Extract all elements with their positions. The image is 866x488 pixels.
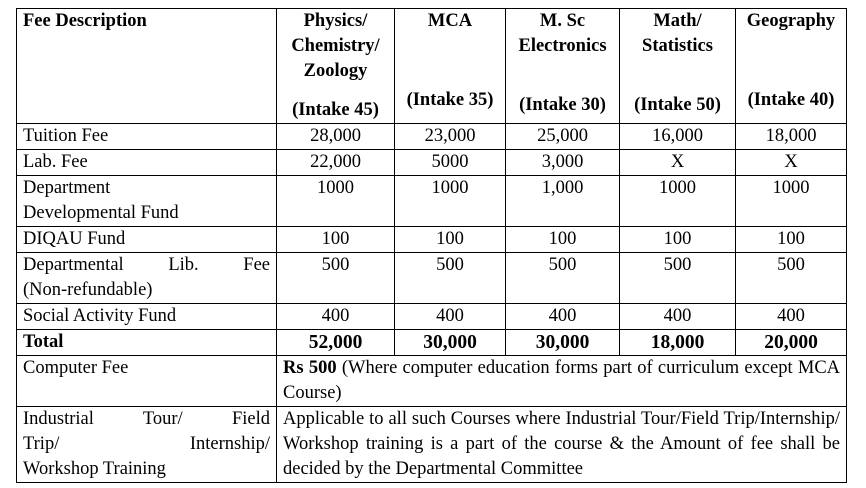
fee-value: X [620, 150, 736, 176]
total-value: 18,000 [620, 330, 736, 356]
row-label: DIQAU Fund [17, 227, 277, 253]
fee-value: 1000 [736, 176, 847, 227]
row-label [17, 176, 277, 227]
row-tuition-fee [17, 124, 847, 150]
header-course-geography [736, 9, 847, 124]
fee-value: 500 [395, 253, 506, 304]
row-industrial-tour [17, 407, 847, 483]
row-label-line: Industrial Tour/ Field [23, 409, 270, 429]
fee-value: 500 [736, 253, 847, 304]
fee-value: 22,000 [277, 150, 395, 176]
row-lab-fee [17, 150, 847, 176]
row-label-line: Developmental Fund [23, 203, 179, 223]
course-intake: (Intake 45) [292, 100, 379, 120]
header-course-msc-electronics [506, 9, 620, 124]
row-label-line: Department [23, 178, 111, 198]
row-computer-fee [17, 356, 847, 407]
fee-value: 500 [620, 253, 736, 304]
row-social-activity-fund [17, 304, 847, 330]
computer-fee-details [277, 356, 847, 407]
fee-value: 16,000 [620, 124, 736, 150]
course-intake: (Intake 50) [634, 95, 721, 115]
fee-value: 18,000 [736, 124, 847, 150]
total-value: 30,000 [395, 330, 506, 356]
industrial-tour-details: Applicable to all such Courses where Industrial Tour/Field Trip/Internship/ Workshop training is a part of the course & the Amount of fee shall be decided by the Departmental Committee [277, 407, 847, 483]
fee-value: 500 [506, 253, 620, 304]
fee-value: 400 [395, 304, 506, 330]
fee-value: 400 [277, 304, 395, 330]
fee-value: 400 [620, 304, 736, 330]
header-course-mca [395, 9, 506, 124]
course-intake: (Intake 35) [406, 90, 494, 110]
total-value: 52,000 [277, 330, 395, 356]
header-course-math-statistics [620, 9, 736, 124]
fee-value: 400 [506, 304, 620, 330]
computer-fee-amount: Rs 500 [283, 358, 337, 378]
row-label: Lab. Fee [17, 150, 277, 176]
row-departmental-lib-fee [17, 253, 847, 304]
course-name-line: Electronics [518, 36, 607, 56]
course-name-line: Physics/ [303, 11, 368, 31]
fee-value: 3,000 [506, 150, 620, 176]
course-name-line: Geography [746, 11, 836, 31]
row-label: Computer Fee [17, 356, 277, 407]
fee-value: 23,000 [395, 124, 506, 150]
row-label: Tuition Fee [17, 124, 277, 150]
row-label [17, 407, 277, 483]
fee-value: 1000 [395, 176, 506, 227]
fee-value: 100 [395, 227, 506, 253]
fee-value: 25,000 [506, 124, 620, 150]
total-label: Total [17, 330, 277, 356]
course-name-line: Statistics [642, 36, 713, 56]
fee-value: 100 [277, 227, 395, 253]
fee-value: 100 [506, 227, 620, 253]
fee-value: 500 [277, 253, 395, 304]
fee-value: 1000 [620, 176, 736, 227]
row-label-line: Trip/ Internship/ [23, 434, 270, 454]
total-value: 20,000 [736, 330, 847, 356]
header-fee-description: Fee Description [17, 9, 277, 124]
course-intake: (Intake 40) [747, 90, 835, 110]
course-intake: (Intake 30) [519, 95, 606, 115]
course-name-line: Chemistry/ [291, 36, 380, 56]
fee-value: 400 [736, 304, 847, 330]
row-label-line: Workshop Training [23, 459, 166, 479]
course-name-line: Math/ [653, 11, 702, 31]
course-name-line: M. Sc [539, 11, 586, 31]
header-row [17, 9, 847, 124]
row-department-developmental-fund [17, 176, 847, 227]
fee-value: 1,000 [506, 176, 620, 227]
fee-value: 1000 [277, 176, 395, 227]
fee-value: 5000 [395, 150, 506, 176]
row-label-line: Departmental Lib. Fee [23, 255, 270, 275]
row-total [17, 330, 847, 356]
fee-value: 28,000 [277, 124, 395, 150]
fee-table [16, 8, 847, 483]
fee-value: X [736, 150, 847, 176]
course-name-line: Zoology [303, 61, 368, 81]
row-label-line: (Non-refundable) [23, 280, 153, 300]
row-label: Social Activity Fund [17, 304, 277, 330]
row-label [17, 253, 277, 304]
header-course-physics [277, 9, 395, 124]
fee-value: 100 [620, 227, 736, 253]
row-diqau-fund [17, 227, 847, 253]
fee-value: 100 [736, 227, 847, 253]
course-name-line: MCA [427, 11, 473, 31]
total-value: 30,000 [506, 330, 620, 356]
computer-fee-note: (Where computer education forms part of curriculum except MCA Course) [283, 358, 841, 403]
